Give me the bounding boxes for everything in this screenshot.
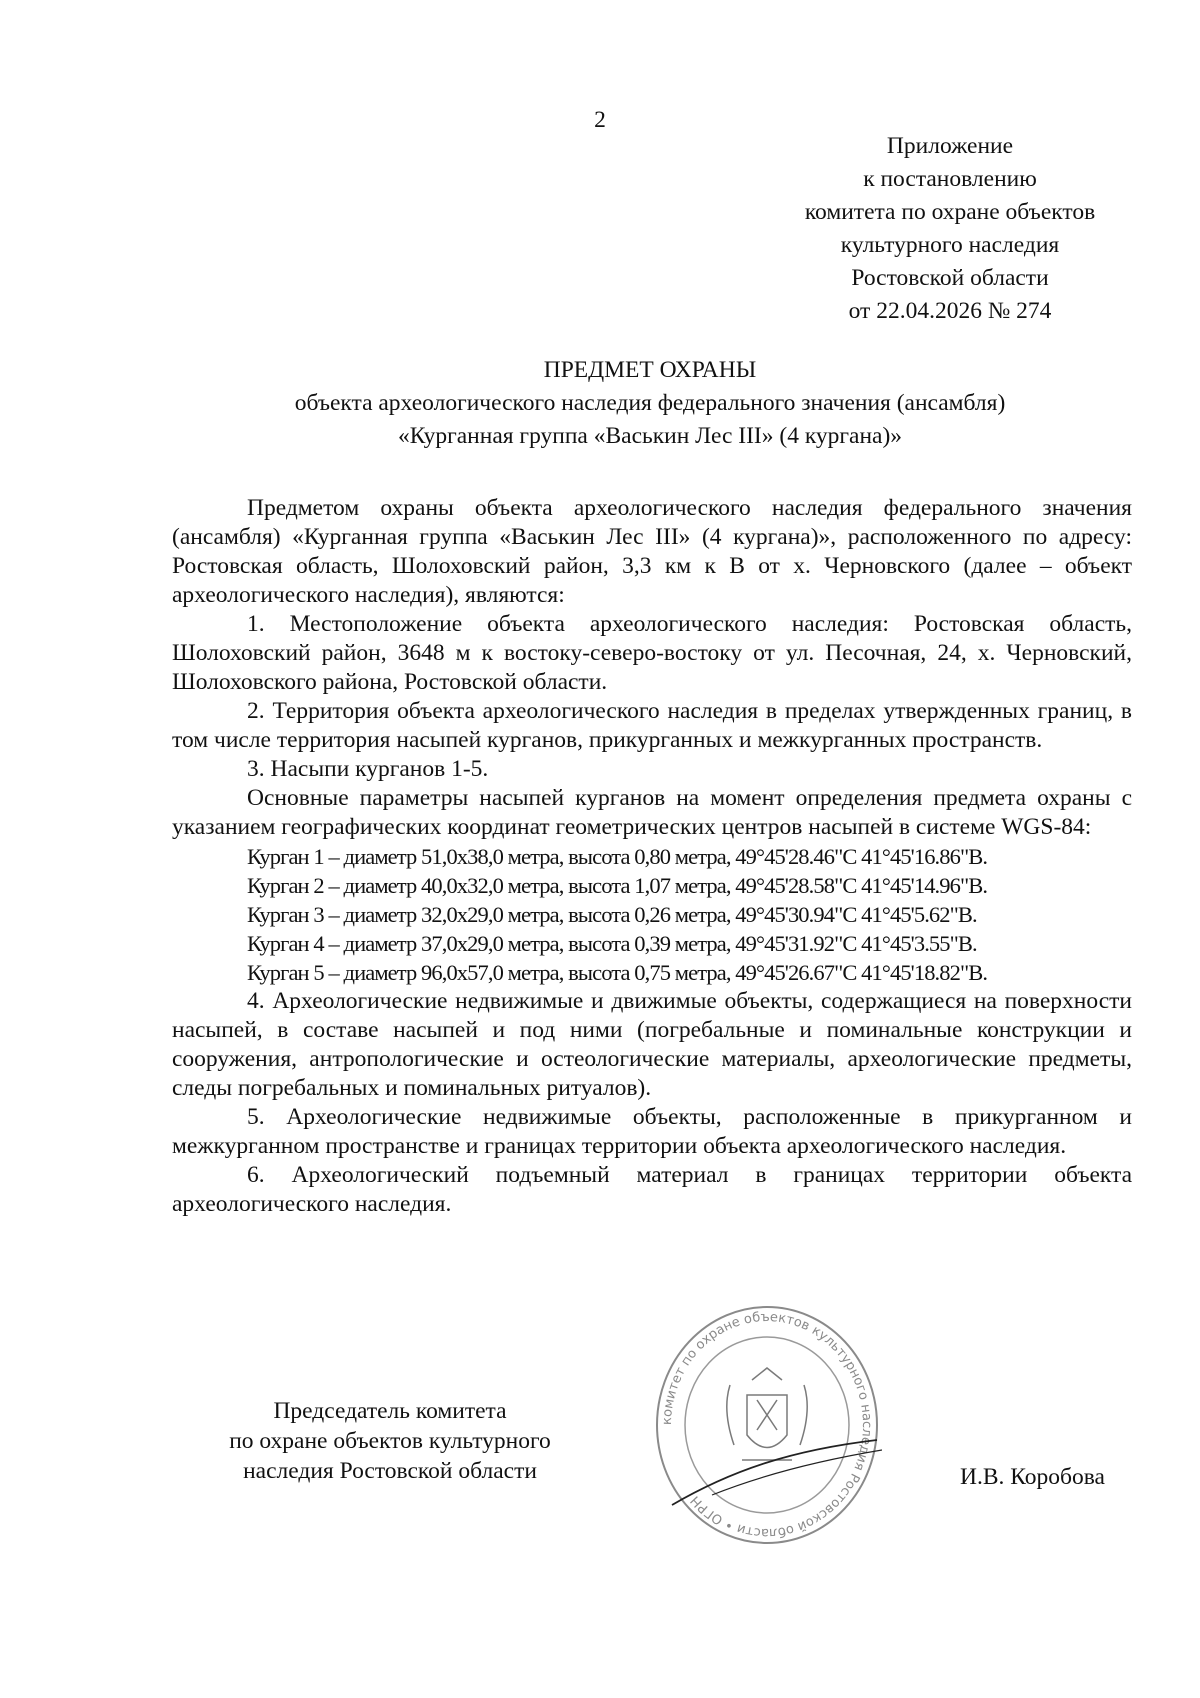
- coat-of-arms-icon: [727, 1368, 807, 1460]
- intro-paragraph: Предметом охраны объекта археологического наследия федерального значения (ансамбля) «Курганная группа «Васькин Лес III» (4 кургана)», расположенного по адресу: Ростовская область, Шолоховский район, 3,3 км к В от х. Черновского (далее – объект археологического наследия), являются:: [172, 495, 1132, 608]
- item-3: 3. Насыпи курганов 1-5.: [247, 756, 489, 782]
- kurgan-item: Курган 3 – диаметр 32,0х29,0 метра, высота 0,26 метра, 49°45'30.94"С 41°45'5.62"В.: [247, 902, 977, 927]
- appendix-line: от 22.04.2026 № 274: [848, 298, 1052, 324]
- item-5: 5. Археологические недвижимые объекты, расположенные в прикурганном и межкурганном пространстве и границах территории объекта археологического наследия.: [172, 1104, 1132, 1159]
- title-heading: ПРЕДМЕТ ОХРАНЫ: [543, 357, 757, 383]
- kurgan-list: [172, 842, 1132, 987]
- appendix-line: к постановлению: [863, 166, 1037, 192]
- item-6: 6. Археологический подъемный материал в границах территории объекта археологического наследия.: [172, 1162, 1132, 1217]
- signer-title-line: по охране объектов культурного: [229, 1428, 551, 1454]
- signer-name: И.В. Коробова: [960, 1464, 1105, 1490]
- kurgan-item: Курган 1 – диаметр 51,0х38,0 метра, высота 0,80 метра, 49°45'28.46"С 41°45'16.86"В.: [247, 844, 988, 869]
- seal-ring-text: [660, 1310, 874, 1540]
- title-line: «Курганная группа «Васькин Лес III» (4 кургана)»: [397, 423, 903, 449]
- kurgan-item: Курган 5 – диаметр 96,0х57,0 метра, высота 0,75 метра, 49°45'26.67"С 41°45'18.82"В.: [247, 960, 988, 985]
- signer-title-line: наследия Ростовской области: [243, 1458, 537, 1484]
- appendix-block: [760, 130, 1140, 328]
- appendix-line: комитета по охране объектов: [804, 199, 1096, 225]
- signer-title-line: Председатель комитета: [273, 1398, 507, 1424]
- appendix-line: Ростовской области: [851, 265, 1049, 291]
- params-paragraph: Основные параметры насыпей курганов на момент определения предмета охраны с указанием географических координат геометрических центров насыпей в системе WGS-84:: [172, 785, 1132, 840]
- kurgan-item: Курган 4 – диаметр 37,0х29,0 метра, высота 0,39 метра, 49°45'31.92"С 41°45'3.55"В.: [247, 931, 977, 956]
- document-body: [172, 494, 1132, 1219]
- item-2: 2. Территория объекта археологического наследия в пределах утвержденных границ, в том числе территория насыпей курганов, прикурганных и межкурганных пространств.: [172, 698, 1132, 753]
- seal-inner-ring: [685, 1337, 849, 1513]
- item-4: 4. Археологические недвижимые и движимые объекты, содержащиеся на поверхности насыпей, в составе насыпей и под ними (погребальные и поминальные конструкции и сооружения, антропологические и остеологические материалы, археологические предметы, следы погребальных и поминальных ритуалов).: [172, 988, 1132, 1101]
- appendix-line: Приложение: [886, 133, 1014, 159]
- signer-title: [180, 1396, 600, 1486]
- item-1: 1. Местоположение объекта археологического наследия: Ростовская область, Шолоховский район, 3648 м к востоку-северо-востоку от ул. Песочная, 24, х. Черновский, Шолоховского района, Ростовской области.: [172, 611, 1132, 695]
- document-title: [170, 354, 1130, 453]
- appendix-line: культурного наследия: [840, 232, 1060, 258]
- seal-ring-text-path: комитет по охране объектов культурного наследия Ростовской области • ОГРН: [659, 1309, 875, 1541]
- title-line: объекта археологического наследия федерального значения (ансамбля): [294, 390, 1006, 416]
- page-number: 2: [594, 107, 606, 133]
- seal-outer-ring: [657, 1307, 877, 1543]
- kurgan-item: Курган 2 – диаметр 40,0х32,0 метра, высота 1,07 метра, 49°45'28.58"С 41°45'14.96"В.: [247, 873, 988, 898]
- official-seal-icon: [652, 1300, 882, 1550]
